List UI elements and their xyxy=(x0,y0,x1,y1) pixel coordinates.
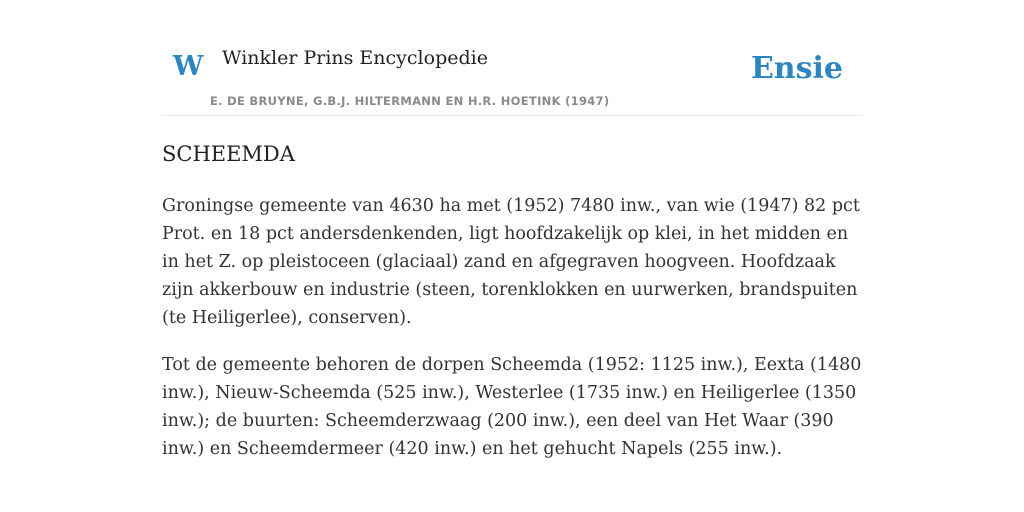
entry-paragraph-1: Groningse gemeente van 4630 ha met (1952) 7480 inw., van wie (1947) 82 pct Prot. en 18 pct andersdenkenden, ligt hoofdzakelijk op klei, in het midden en in het Z. op pleistoceen (glaciaal) zand en afgegraven hoogveen. Hoofdzaak zijn akkerbouw en industrie (steen, torenklokken en uurwerken, brandspuiten (te Heiligerlee), conserven). xyxy=(162,196,860,328)
site-subtitle: E. DE BRUYNE, G.B.J. HILTERMANN EN H.R. HOETINK (1947) xyxy=(210,94,610,108)
site-title[interactable]: Winkler Prins Encyclopedie xyxy=(222,47,488,69)
logo-w-icon[interactable]: W xyxy=(173,51,204,82)
ensie-logo[interactable]: Ensie xyxy=(750,51,843,86)
entry-title: SCHEEMDA xyxy=(162,142,295,166)
entry-body xyxy=(162,192,862,482)
entry-paragraph-2: Tot de gemeente behoren de dorpen Scheemda (1952: 1125 inw.), Eexta (1480 inw.), Nieuw-Scheemda (525 inw.), Westerlee (1735 inw.) en Heiligerlee (1350 inw.); de buurten: Scheemderzwaag (200 inw.), een deel van Het Waar (390 inw.) en Scheemdermeer (420 inw.) en het gehucht Napels (255 inw.). xyxy=(162,355,862,459)
site-header xyxy=(162,36,862,116)
